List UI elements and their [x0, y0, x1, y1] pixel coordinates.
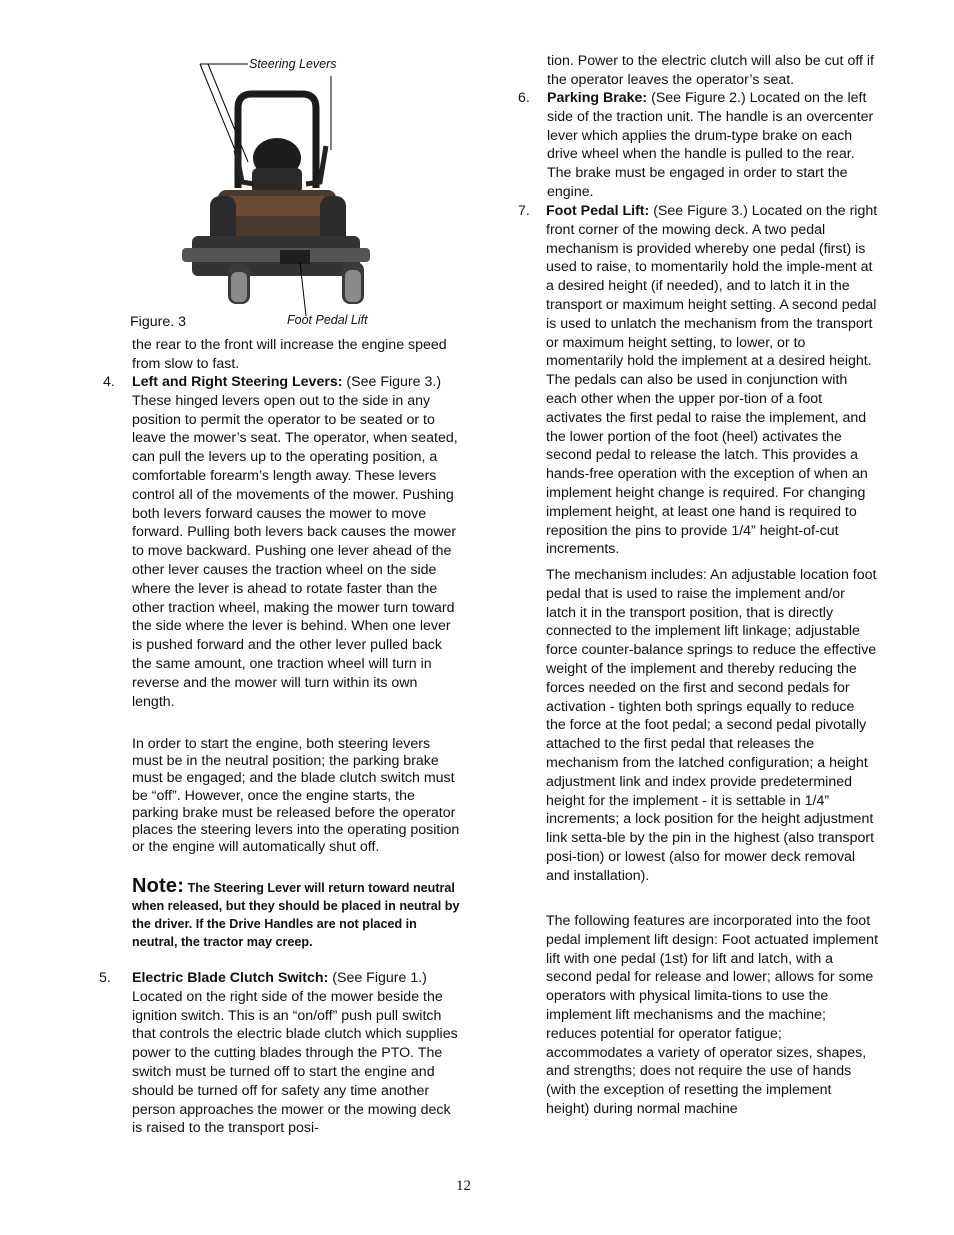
foot-pedal-lift-label: Foot Pedal Lift [287, 313, 368, 327]
right-continuation: tion. Power to the electric clutch will also be cut off if the operator leaves the operator’s seat. [547, 53, 874, 88]
item-4-para2: In order to start the engine, both steering levers must be in the neutral position; the parking brake must be engaged; and the blade clutch switch must be “off”. However, once the engine starts, the parking brake must be released before the operator places the steering levers into the operating position or the engine will automatically shut off. [132, 736, 460, 856]
item-5-title: Electric Blade Clutch Switch: [132, 970, 329, 986]
mower-photo [130, 50, 390, 335]
item-6 [547, 89, 879, 202]
item-6-number: 6. [518, 90, 530, 106]
figure-3 [130, 50, 390, 335]
item-7 [546, 202, 878, 559]
item-5 [132, 969, 462, 1138]
item-7-title: Foot Pedal Lift: [546, 203, 650, 219]
item-7-body: (See Figure 3.) Located on the right front corner of the mowing deck. A two pedal mechanism is provided whereby one pedal (first) is used to raise, to momentarily hold the imple-ment at a desired height (if needed), and to latch it in the transport or maximum height setting. A second pedal is used to unlatch the mechanism from the transport or maximum height setting, to lower, or to momentarily hold the implement at a desired height. The pedals can also be used in conjunction with each other when the upper por-tion of a foot activates the first pedal to raise the implement, and the lower portion of the foot (heel) activates the second pedal to release the latch. This provides a hands-free operation with the exception of when an implement height change is required. For changing implement height, at least one hand is required to reposition the pins to provide 1/4” height-of-cut increments. [546, 203, 878, 558]
note-block [132, 877, 464, 951]
features-paragraph: The following features are incorporated into the foot pedal implement lift design: Foot actuated implement lift with one pedal (1st) for lift and latch, with a second pedal for release and lower; allows for some operators with physical limita-tions to use the implement lift mechanisms and the machine; reduces potential for operator fatigue; accommodates a variety of operator sizes, shapes, and strengths; does not require the use of hands (with the exception of resetting the implement height) during normal machine [546, 913, 879, 1117]
item-4 [132, 373, 462, 711]
item-5-body: (See Figure 1.) Located on the right side of the mower beside the ignition switch. This is an “on/off” push pull switch that controls the electric blade clutch which supplies power to the cutting blades through the PTO. The switch must be turned off to start the engine and should be turned off for safety any time another person approaches the mower or the mowing deck is raised to the transport posi- [132, 970, 458, 1137]
left-intro: the rear to the front will increase the engine speed from slow to fast. [132, 337, 447, 372]
item-4-number: 4. [103, 374, 115, 390]
note-label: Note: [132, 875, 185, 897]
page-number: 12 [456, 1178, 471, 1194]
note-text: The Steering Lever will return toward neutral when released, but they should be placed in neutral by the driver. If the Drive Handles are not placed in neutral, the tractor may creep. [132, 881, 460, 949]
item-6-body: (See Figure 2.) Located on the left side of the traction unit. The handle is an overcenter lever which applies the drum-type brake on each drive wheel when the handle is pulled to the rear. The brake must be engaged in order to start the engine. [547, 90, 874, 200]
item-4-title: Left and Right Steering Levers: [132, 374, 343, 390]
figure-caption: Figure. 3 [130, 314, 186, 330]
item-4-body: (See Figure 3.) These hinged levers open out to the side in any position to permit the operator to be seated or to leave the mower’s seat. The operator, when seated, can pull the levers up to the operating position, a comfortable forearm’s length away. These levers control all of the movements of the mower. Pushing both levers forward causes the mower to move forward. Pulling both levers back causes the mower to move backward. Pushing one lever ahead of the other lever causes the traction wheel on the side where the lever is ahead to rotate faster than the other traction wheel, making the mower turn toward the side where the lever is behind. When one lever is pushed forward and the other lever pulled back the same amount, one traction wheel will turn in reverse and the mower will turn within its own length. [132, 374, 458, 710]
item-5-number: 5. [99, 970, 111, 986]
item-7-number: 7. [518, 203, 530, 219]
steering-levers-label: Steering Levers [249, 57, 337, 71]
mechanism-paragraph: The mechanism includes: An adjustable location foot pedal that is used to raise the implement and/or latch it in the transport position, that is directly connected to the implement lift linkage; adjustable force counter-balance springs to reduce the effective weight of the implement and thereby reducing the forces needed on the first and second pedals for activation - tighten both springs equally to reduce the force at the foot pedal; a second pedal pivotally attached to the first pedal that releases the mechanism from the latched configuration; a height adjustment link and index provide predetermined height for the implement - it is settable in 1/4” increments; a lock position for the height adjustment link setta-ble by the pin in the highest (also transport posi-tion) or lowest (also for mower deck removal and installation). [546, 567, 877, 884]
item-6-title: Parking Brake: [547, 90, 648, 106]
